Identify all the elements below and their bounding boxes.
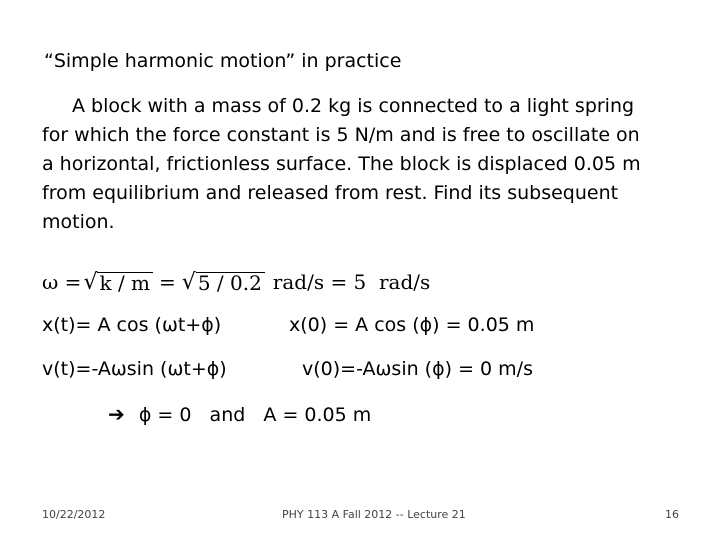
radicand-k-over-m: k / m xyxy=(97,272,153,293)
paragraph-line: for which the force constant is 5 N/m and is free to oscillate on xyxy=(42,124,640,146)
omega-mid-equals: = xyxy=(159,270,176,294)
initial-velocity-equation: v(0)=-Aωsin (ϕ) = 0 m/s xyxy=(302,358,533,380)
paragraph-line: from equilibrium and released from rest. Find its subsequent xyxy=(42,182,619,204)
radicand-5-over-02: 5 / 0.2 xyxy=(196,272,265,293)
problem-paragraph xyxy=(42,92,682,237)
omega-rhs: rad/s = 5 rad/s xyxy=(272,270,431,294)
velocity-equation: v(t)=-Aωsin (ωt+ϕ) xyxy=(42,358,227,380)
slide-title: “Simple harmonic motion” in practice xyxy=(44,50,402,72)
position-equation: x(t)= A cos (ωt+ϕ) xyxy=(42,314,222,336)
paragraph-line: motion. xyxy=(42,211,115,233)
sqrt-5-over-02 xyxy=(181,269,265,295)
sqrt-k-over-m xyxy=(83,269,153,295)
result-text: ϕ = 0 and A = 0.05 m xyxy=(138,404,372,426)
result-line xyxy=(108,402,371,426)
paragraph-line: a horizontal, frictionless surface. The block is displaced 0.05 m xyxy=(42,153,641,175)
radical-sign-icon: √ xyxy=(83,269,98,295)
radical-sign-icon: √ xyxy=(181,269,196,295)
paragraph-line: A block with a mass of 0.2 kg is connected to a light spring xyxy=(72,95,635,117)
omega-lhs: ω = xyxy=(42,270,82,294)
initial-position-equation: x(0) = A cos (ϕ) = 0.05 m xyxy=(289,314,535,336)
footer-course: PHY 113 A Fall 2012 -- Lecture 21 xyxy=(282,508,466,521)
footer-page-number: 16 xyxy=(665,508,679,521)
footer-date: 10/22/2012 xyxy=(42,508,106,521)
right-arrow-icon: ➔ xyxy=(108,402,125,426)
omega-equation xyxy=(42,270,430,294)
